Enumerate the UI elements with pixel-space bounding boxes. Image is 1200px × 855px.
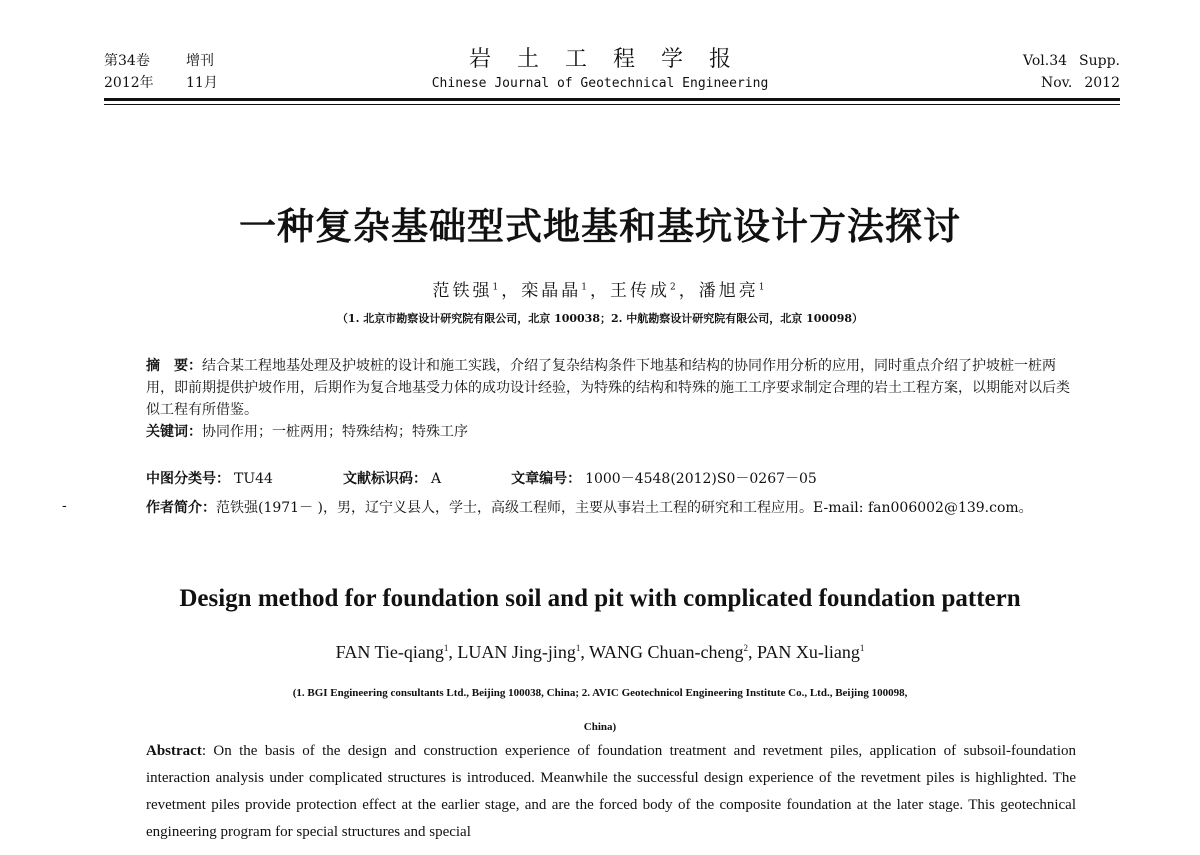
abstract-en-label: Abstract — [146, 743, 202, 759]
author-en-4: PAN Xu-liang — [757, 642, 860, 662]
bio-text: 范铁强(1971－ )，男，辽宁义县人，学士，高级工程师，主要从事岩土工程的研究和工程应用。E-mail: fan006002@139.com。 — [216, 500, 1033, 516]
author-cn-4-sup: 1 — [758, 282, 768, 293]
year-cn: 2012年 — [104, 75, 154, 91]
abstract-cn — [146, 355, 1076, 443]
title-en: Design method for foundation soil and pit with complicated foundation pattern — [179, 585, 1021, 612]
author-cn-3: 王传成 — [610, 281, 670, 301]
header-left — [104, 50, 218, 94]
abstract-en — [146, 738, 1076, 846]
affiliations-en-line-2: China) — [583, 721, 617, 733]
clc-value: TU44 — [234, 471, 273, 487]
keywords-cn-text: 协同作用；一桩两用；特殊结构；特殊工序 — [202, 424, 468, 440]
author-bio — [146, 494, 1076, 522]
volume-en: Vol.34 — [1023, 53, 1068, 69]
classification-line — [146, 468, 817, 490]
affiliations-cn: （1. 北京市勘察设计研究院有限公司，北京 100038；2. 中航勘察设计研究院有限公司，北京 100098） — [336, 312, 864, 325]
author-en-3-sup: 2 — [743, 643, 748, 653]
abstract-en-text: : On the basis of the design and construction experience of foundation treatment and revetment piles, application of subsoil-foundation interaction analysis under complicated structures is introduced. Meanwhile the successful design experience of the revetment piles is highlighted. The revetment piles provide protection effect at the earlier stage, and are the forced body of the composite foundation at the later stage. This geotechnical engineering program for special structures and special — [146, 743, 1076, 840]
journal-name-cn: 岩土工程学报 — [468, 47, 757, 72]
supplement-cn: 增刊 — [186, 53, 214, 69]
author-cn-4: 潘旭亮 — [698, 281, 759, 301]
doc-code-label: 文献标识码： — [342, 471, 427, 487]
author-cn-3-sup: 2 — [670, 282, 679, 293]
journal-name-en: Chinese Journal of Geotechnical Engineering — [431, 76, 769, 91]
keywords-cn-label: 关键词： — [146, 424, 202, 440]
header-rule-thin — [104, 104, 1120, 105]
clc-label: 中图分类号： — [146, 471, 230, 487]
author-cn-2: 栾晶晶 — [521, 281, 582, 301]
authors-en: FAN Tie-qiang$^1$, LUAN Jing-jing$^1$, WANG Chuan-cheng$^2$, PAN Xu-liang$^1$ — [335, 642, 865, 662]
article-number-label: 文章编号： — [511, 471, 582, 487]
title-cn: 一种复杂基础型式地基和基坑设计方法探讨 — [239, 205, 961, 248]
author-en-1-sup: 1 — [443, 643, 449, 653]
author-en-2-sup: 1 — [575, 643, 581, 653]
stray-mark: - — [62, 498, 67, 514]
abstract-cn-label: 摘 要： — [146, 358, 202, 374]
abstract-cn-text: 结合某工程地基处理及护坡桩的设计和施工实践，介绍了复杂结构条件下地基和结构的协同作用分析的应用，同时重点介绍了护坡桩一桩两用，即前期提供护坡作用，后期作为复合地基受力体的成功设计经验，为特殊的结构和特殊的施工工序要求制定合理的岩土工程方案，以期能对以后类似工程有所借鉴。 — [146, 358, 1070, 418]
year-en: 2012 — [1084, 75, 1120, 91]
authors-cn: 范铁强$^1$，栾晶晶$^1$，王传成$^2$，潘旭亮$^1$ — [432, 281, 768, 301]
bio-label: 作者简介： — [146, 500, 216, 516]
journal-masthead — [340, 46, 860, 94]
header-rule-thick — [104, 98, 1120, 101]
supplement-en: Supp. — [1079, 53, 1120, 69]
author-en-2: LUAN Jing-jing — [457, 642, 576, 662]
header-right-row-2 — [1023, 72, 1120, 94]
author-en-1: FAN Tie-qiang — [335, 642, 444, 662]
header-left-row-1 — [104, 50, 218, 72]
month-en: Nov. — [1040, 75, 1073, 91]
affiliations-en-line-1: (1. BGI Engineering consultants Ltd., Beijing 100038, China; 2. AVIC Geotechnicol Engineering Institute Co., Ltd., Beijing 100098, — [292, 687, 908, 699]
header-right — [1023, 50, 1120, 94]
article-number-value: 1000－4548(2012)S0－0267－05 — [585, 471, 817, 487]
affiliations-en — [0, 676, 1200, 744]
author-cn-1: 范铁强 — [432, 281, 493, 301]
month-cn: 11月 — [186, 75, 218, 91]
volume-cn: 第34卷 — [104, 53, 150, 69]
doc-code-value: A — [430, 471, 442, 487]
author-en-4-sup: 1 — [859, 643, 865, 653]
header-left-row-2 — [104, 72, 218, 94]
author-en-3: WANG Chuan-cheng — [589, 642, 744, 662]
author-cn-1-sup: 1 — [492, 282, 502, 293]
author-cn-2-sup: 1 — [581, 282, 590, 293]
header-right-row-1 — [1023, 50, 1120, 72]
